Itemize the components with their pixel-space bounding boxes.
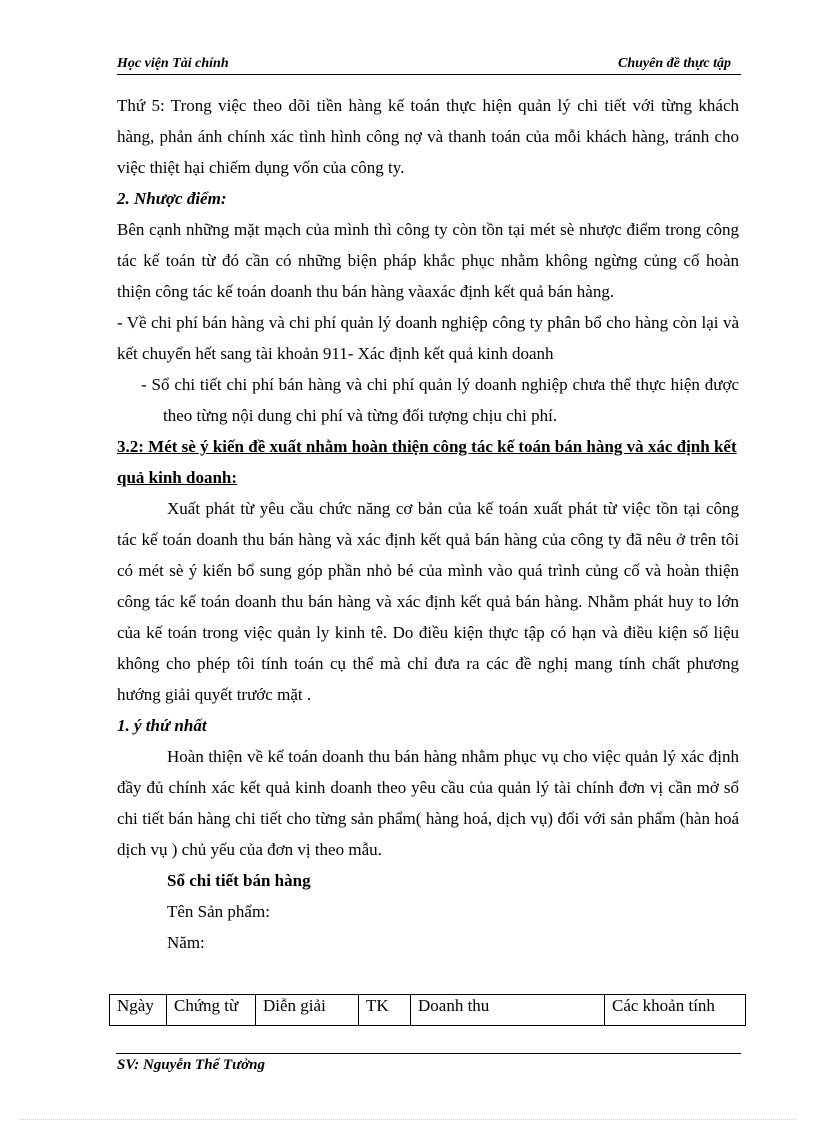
col-doanh-thu: Doanh thu [411, 995, 605, 1026]
heading-nhuoc-diem: 2. Nhược điểm: [117, 189, 227, 208]
paragraph-xuat-phat: Xuất phát từ yêu cầu chức năng cơ bản của kế toán xuất phát từ việc tồn tại công tác kế toán doanh thu bán hàng và xác định kết quả bán hàng của công ty đã nêu ở trên tôi có mét sè ý kiến bổ sung góp phần nhỏ bé của mình vào quá trình củng cố và hoàn thiện công tác kế toán doanh thu bán hàng và xác định kết quả bán hàng. Nhằm phát huy to lớn của kế toán trong việc quản ly kinh tê. Do điều kiện thực tập có hạn và điều kiện số liệu không cho phép tôi tính toán cụ thể mà chỉ đưa ra các đề nghị mang tính chất phương hướng giải quyết trước mặt . [117, 499, 739, 704]
col-ngay: Ngày [110, 995, 167, 1026]
ledger-table [109, 994, 746, 1026]
paragraph-thu5: Thứ 5: Trong việc theo dõi tiền hàng kế toán thực hiện quản lý chi tiết với từng khách hàng, phản ánh chính xác tình hình công nợ và thanh toán của mỗi khách hàng, tránh cho việc thiệt hại chiếm dụng vốn của công ty. [117, 96, 739, 177]
heading-section-3-2: 3.2: Mét sè ý kiến đề xuất nhằm hoàn thiện công tác kế toán bán hàng và xác định kết quả kinh doanh: [117, 437, 737, 487]
label-product-name: Tên Sản phẩm: [167, 902, 270, 921]
paragraph-chi-phi-2: - Sổ chi tiết chi phí bán hàng và chi phí quản lý doanh nghiệp chưa thể thực hiện được theo từng nội dung chi phí và từng đối tượng chịu chi phí. [141, 375, 739, 425]
paragraph-chi-phi-1: - Về chi phí bán hàng và chi phí quản lý doanh nghiệp công ty phân bổ cho hàng còn lại và kết chuyển hết sang tài khoản 911- Xác định kết quả kinh doanh [117, 313, 739, 363]
page-edge-dots [20, 1119, 796, 1120]
paragraph-hoan-thien: Hoàn thiện về kế toán doanh thu bán hàng nhằm phục vụ cho việc quản lý xác định đầy đủ chính xác kết quả kinh doanh theo yêu cầu của quản lý tài chính đơn vị cần mở sổ chi tiết bán hàng chi tiết cho từng sản phẩm( hàng hoá, dịch vụ) đối với sản phẩm (hàn hoá dịch vụ ) chủ yếu của đơn vị theo mẫu. [117, 747, 739, 859]
label-year: Năm: [167, 933, 205, 952]
col-chung-tu: Chứng từ [167, 995, 256, 1026]
ledger-title: Sổ chi tiết bán hàng [167, 871, 311, 890]
footer-student: SV: Nguyễn Thế Tưởng [117, 1057, 266, 1073]
footer-divider [116, 1053, 741, 1054]
col-dien-giai: Diễn giải [256, 995, 359, 1026]
heading-y-thu-nhat: 1. ý thứ nhất [117, 716, 207, 735]
col-cac-khoan-tinh: Các khoản tính [605, 995, 746, 1026]
ledger-header-row [110, 995, 746, 1026]
col-tk: TK [359, 995, 411, 1026]
header-institution: Học viện Tài chính [117, 56, 229, 71]
page-header [117, 54, 741, 75]
paragraph-ben-canh: Bên cạnh những mặt mạch của mình thì công ty còn tồn tại mét sè nhược điểm trong công tác kế toán từ đó cần có những biện pháp khắc phục nhằm không ngừng củng cố hoàn thiện công tác kế toán doanh thu bán hàng vàaxác định kết quả bán hàng. [117, 220, 739, 301]
header-document-type: Chuyên đề thực tập [617, 56, 731, 71]
document-body [117, 90, 739, 958]
